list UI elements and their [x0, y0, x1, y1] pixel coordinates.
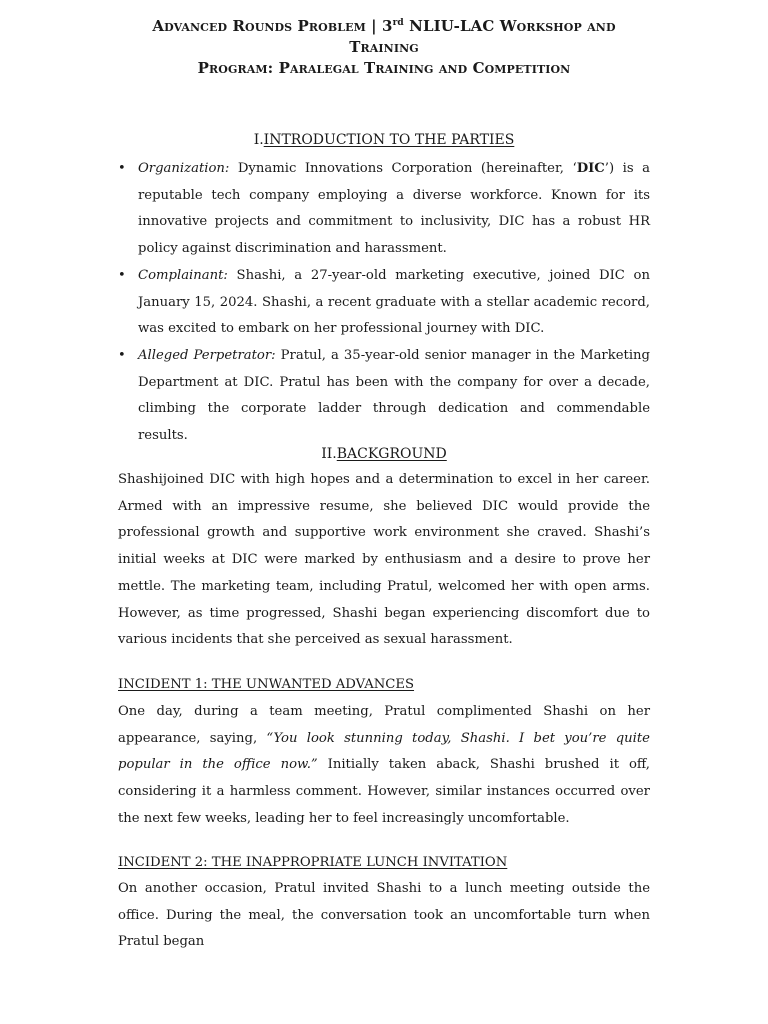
- term-alleged-perpetrator: Alleged Perpetrator:: [138, 347, 276, 363]
- section-numeral: II.: [321, 446, 337, 462]
- bullet-icon: •: [118, 161, 126, 176]
- list-item-complainant: [118, 263, 650, 343]
- incident-1-paragraph: [118, 699, 650, 833]
- term-complainant: Complainant:: [138, 267, 228, 283]
- organization-abbreviation: DIC: [576, 161, 605, 176]
- section-heading-background: [118, 444, 650, 464]
- title-line-2: Program: Paralegal Training and Competition: [197, 59, 571, 77]
- organization-text-end: ’) is a reputable tech company employing a diverse workforce. Known for its innovative projects and commitment to inclusivity, DIC has a robust HR policy against discrimination and harassment.: [138, 161, 650, 257]
- term-organization: Organization:: [138, 161, 230, 176]
- incident-1-text-end: Initially taken aback, Shashi brushed it off, considering it a harmless comment. However, similar instances occurred over the next few weeks, leading her to feel increasingly uncomfortable.: [118, 757, 650, 826]
- section-heading-introduction: [118, 130, 650, 150]
- document-title: [118, 16, 650, 79]
- incident-2-paragraph: On another occasion, Pratul invited Shashi to a lunch meeting outside the office. During the meal, the conversation took an uncomfortable turn when Pratul began: [118, 881, 650, 950]
- parties-list: [118, 156, 650, 450]
- section-heading-text: BACKGROUND: [336, 446, 447, 462]
- title-line-1: [118, 16, 650, 58]
- list-item-alleged-perpetrator: [118, 343, 650, 450]
- incident-1-quote: “You look stunning today, Shashi. I bet you’re quite popular in the office now.”: [118, 730, 650, 773]
- section-heading-text: INTRODUCTION TO THE PARTIES: [263, 132, 515, 148]
- title-ordinal-suffix: rd: [392, 18, 404, 28]
- bullet-icon: •: [118, 267, 126, 283]
- bullet-icon: •: [118, 347, 126, 363]
- alleged-perpetrator-text: Pratul, a 35-year-old senior manager in the Marketing Department at DIC. Pratul has been with the company for over a decade, climbing the corporate ladder through dedication and commendable results.: [138, 347, 650, 444]
- incident-1-heading: INCIDENT 1: THE UNWANTED ADVANCES: [118, 677, 415, 692]
- complainant-text: Shashi, a 27-year-old marketing executive, joined DIC on January 15, 2024. Shashi, a recent graduate with a stellar academic record, was excited to embark on her professional journey with DIC.: [138, 267, 650, 337]
- organization-text-start: Dynamic Innovations Corporation (hereinafter, ‘: [229, 161, 577, 176]
- list-item-organization: [118, 156, 650, 263]
- incident-2-heading: INCIDENT 2: THE INAPPROPRIATE LUNCH INVITATION: [118, 855, 508, 870]
- incident-1-text-start: One day, during a team meeting, Pratul complimented Shashi on her appearance, saying,: [118, 704, 650, 746]
- title-line-1-start: Advanced Rounds Problem | 3: [152, 17, 393, 35]
- section-numeral: I.: [253, 132, 264, 148]
- title-line-1-end: NLIU-LAC Workshop and Training: [349, 17, 616, 56]
- background-paragraph: Shashijoined DIC with high hopes and a determination to excel in her career. Armed with an impressive resume, she believed DIC would provide the professional growth and supportive work environment she craved. Shashi’s initial weeks at DIC were marked by enthusiasm and a desire to prove her mettle. The marketing team, including Pratul, welcomed her with open arms. However, as time progressed, Shashi began experiencing discomfort due to various incidents that she perceived as sexual harassment.: [118, 472, 650, 648]
